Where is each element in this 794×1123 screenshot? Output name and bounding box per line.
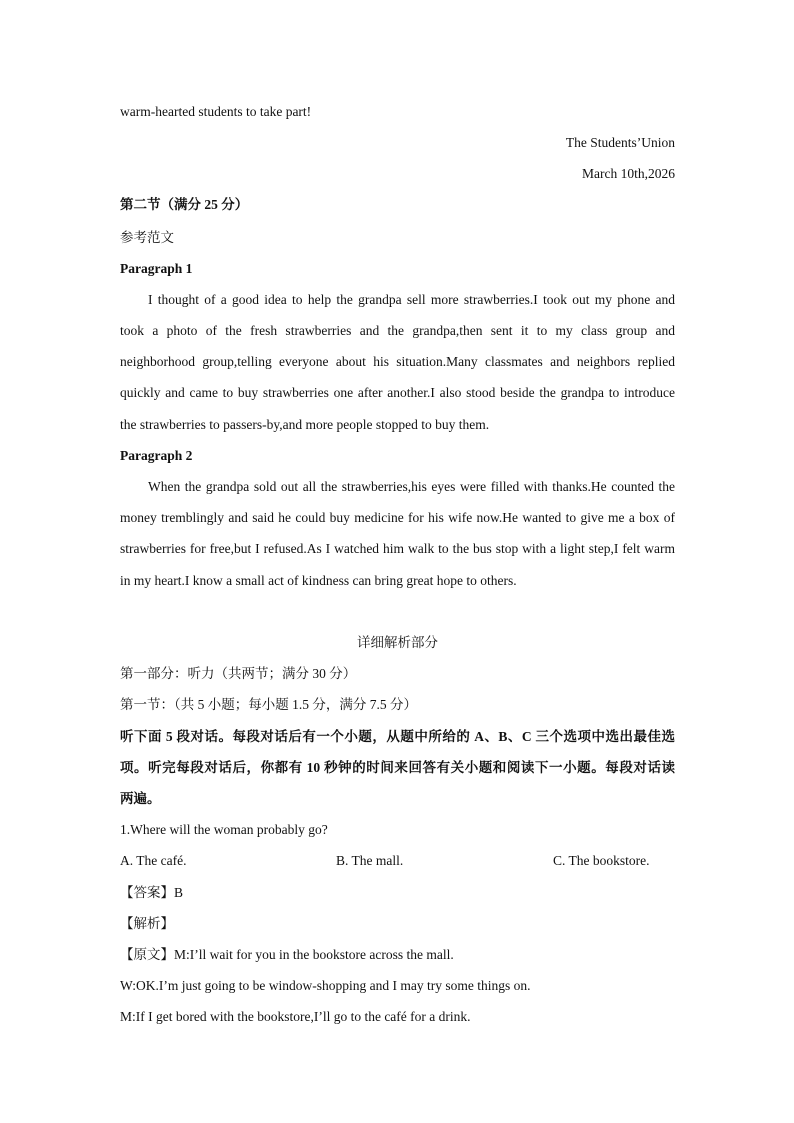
answer-line: 【答案】B <box>120 885 184 900</box>
option-c: C. The bookstore. <box>553 853 650 868</box>
transcript-line: 【原文】M:I’ll wait for you in the bookstore across the mall. <box>120 947 454 962</box>
paragraph2-line: in my heart.I know a small act of kindness can bring great hope to others. <box>120 573 517 588</box>
instructions-line: 两遍。 <box>120 791 161 806</box>
analysis-title: 详细解析部分 <box>357 635 438 650</box>
paragraph1-line: quickly and came to buy strawberries one after another.I also stood beside the grandpa to introduce <box>120 385 675 400</box>
section1-heading: 第一节：（共 5 小题；每小题 1.5 分，满分 7.5 分） <box>120 697 417 712</box>
instructions-line: 听下面 5 段对话。每段对话后有一个小题，从题中所给的 A、B、C 三个选项中选出最佳选 <box>120 729 675 744</box>
paragraph2-label: Paragraph 2 <box>120 448 193 463</box>
letter-closing-line: warm-hearted students to take part! <box>120 104 312 119</box>
paragraph2-line: money tremblingly and said he could buy medicine for his wife now.He wanted to give me a box of <box>120 510 675 525</box>
part1-heading: 第一部分：听力（共两节；满分 30 分） <box>120 666 357 681</box>
paragraph1-line: took a photo of the fresh strawberries and the grandpa,then sent it to my class group and <box>120 323 675 338</box>
paragraph2-line: When the grandpa sold out all the strawberries,his eyes were filled with thanks.He counted the <box>148 479 675 494</box>
analysis-label: 【解析】 <box>120 916 174 931</box>
paragraph1-label: Paragraph 1 <box>120 261 193 276</box>
option-b: B. The mall. <box>336 853 404 868</box>
instructions-line: 项。听完每段对话后，你都有 10 秒钟的时间来回答有关小题和阅读下一小题。每段对话读 <box>120 760 675 775</box>
option-a: A. The café. <box>120 853 187 868</box>
paragraph1-line: neighborhood group,telling everyone about his situation.Many classmates and neighbors replied <box>120 354 675 369</box>
question-1: 1.Where will the woman probably go? <box>120 822 328 837</box>
transcript-line: M:If I get bored with the bookstore,I’ll go to the café for a drink. <box>120 1009 471 1024</box>
transcript-line: W:OK.I’m just going to be window-shopping and I may try some things on. <box>120 978 531 993</box>
paragraph1-line: I thought of a good idea to help the grandpa sell more strawberries.I took out my phone and <box>148 292 675 307</box>
letter-signature: The Students’Union <box>565 135 675 150</box>
paragraph1-line: the strawberries to passers-by,and more people stopped to buy them. <box>120 417 490 432</box>
paragraph2-line: strawberries for free,but I refused.As I watched him walk to the bus stop with a light step,I felt warm <box>120 541 675 556</box>
section2-heading: 第二节（满分 25 分） <box>120 197 249 212</box>
letter-date: March 10th,2026 <box>582 166 675 181</box>
sample-essay-label: 参考范文 <box>120 230 174 245</box>
